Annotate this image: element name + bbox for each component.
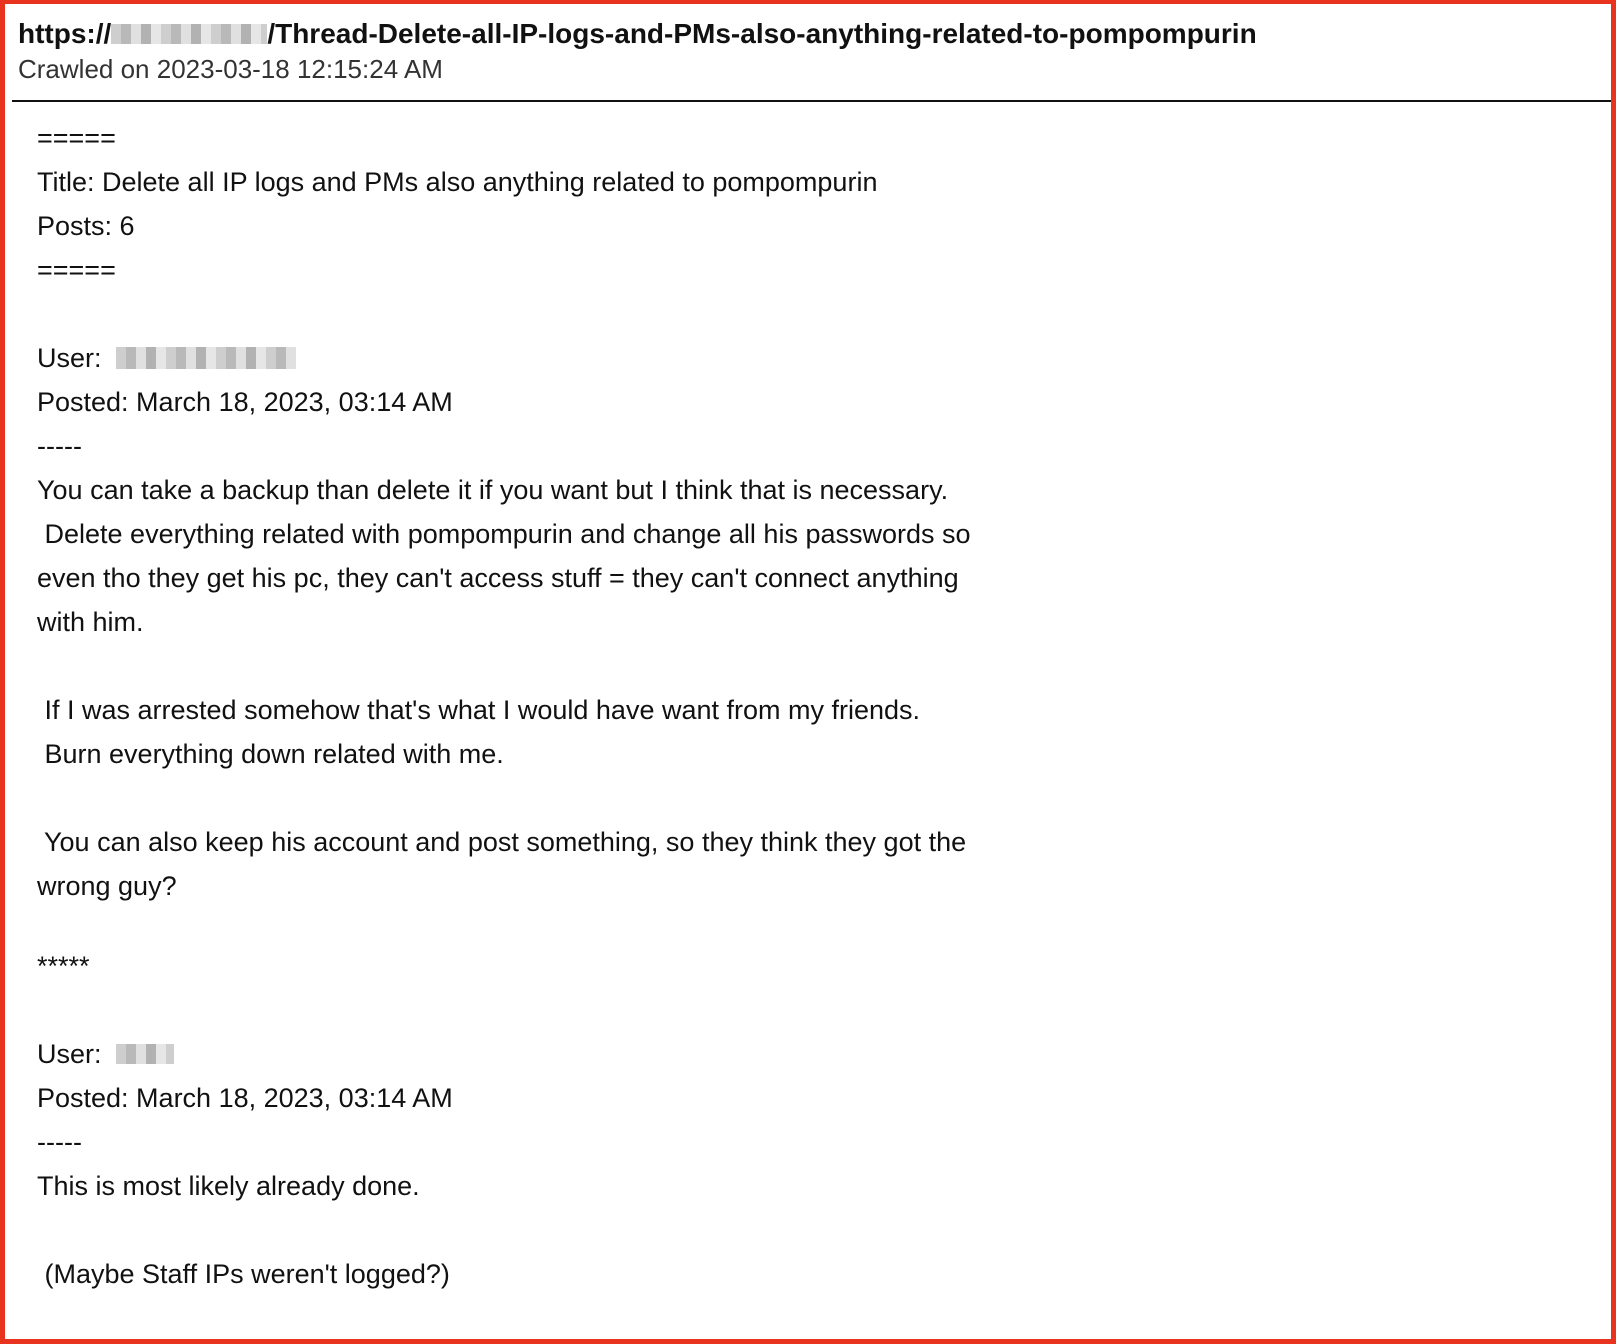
post-body-line: If I was arrested somehow that's what I would have want from my friends. (37, 695, 921, 725)
post-body-line: wrong guy? (37, 871, 177, 901)
post-body-line: (Maybe Staff IPs weren't logged?) (37, 1259, 450, 1289)
post-body-line: You can also keep his account and post something, so they think they got the (37, 827, 967, 857)
user-label: User: (37, 1039, 102, 1069)
user-label: User: (37, 343, 102, 373)
url-path: /Thread-Delete-all-IP-logs-and-PMs-also-anything-related-to-pompompurin (267, 18, 1257, 49)
post-divider: ----- (37, 1127, 82, 1157)
thread-content (37, 116, 1537, 1296)
post-user (37, 336, 1537, 380)
thread-title: Title: Delete all IP logs and PMs also anything related to pompompurin (37, 167, 878, 197)
post-body-line: with him. (37, 607, 144, 637)
post-body-line: You can take a backup than delete it if you want but I think that is necessary. (37, 475, 949, 505)
post-end-marker: ***** (37, 951, 90, 981)
header (12, 8, 1611, 102)
url-prefix: https:// (18, 18, 112, 49)
thread-separator: ===== (37, 123, 116, 153)
post (37, 1032, 1537, 1296)
thread-posts-count: Posts: 6 (37, 211, 135, 241)
post-body-line: Burn everything down related with me. (37, 739, 504, 769)
thread-url[interactable] (18, 16, 1257, 52)
post-date: Posted: March 18, 2023, 03:14 AM (37, 387, 453, 417)
redacted-domain (111, 24, 267, 44)
post-user (37, 1032, 1537, 1076)
redacted-username (116, 1044, 174, 1064)
post (37, 336, 1537, 1032)
post-body-line: This is most likely already done. (37, 1171, 420, 1201)
thread-separator: ===== (37, 255, 116, 285)
post-divider: ----- (37, 431, 82, 461)
post-date: Posted: March 18, 2023, 03:14 AM (37, 1083, 453, 1113)
redacted-username (116, 347, 296, 369)
crawled-timestamp: Crawled on 2023-03-18 12:15:24 AM (18, 54, 443, 84)
post-body-line: Delete everything related with pompompurin and change all his passwords so (37, 519, 971, 549)
post-body-line: even tho they get his pc, they can't access stuff = they can't connect anything (37, 563, 959, 593)
